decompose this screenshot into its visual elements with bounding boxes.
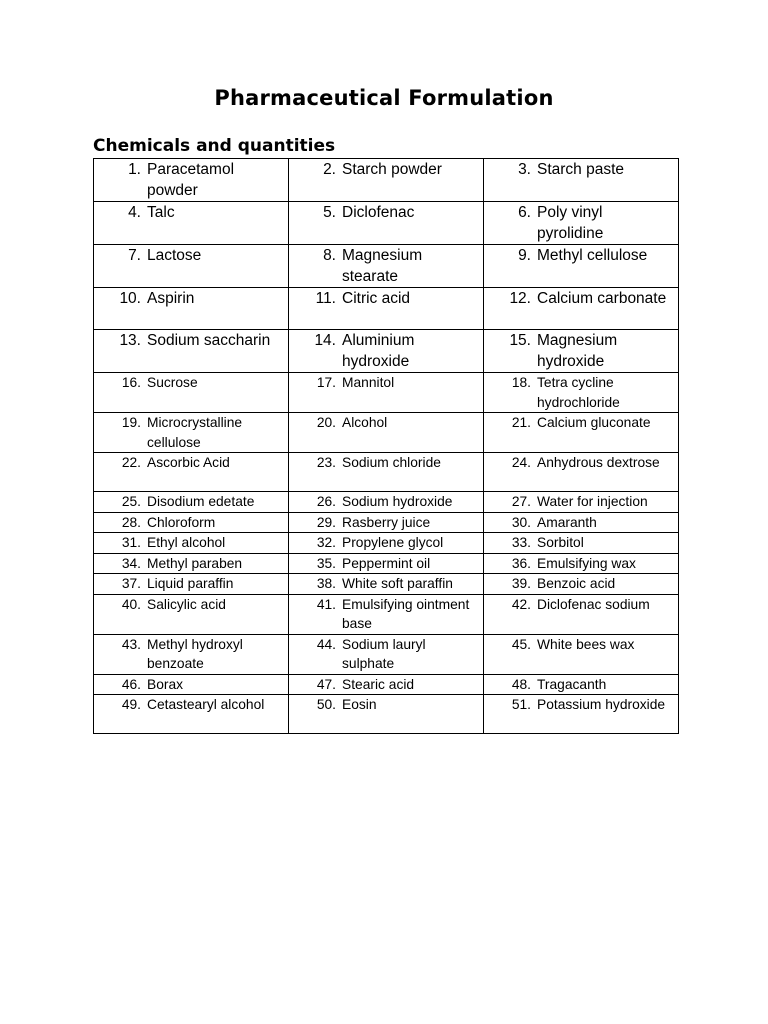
item-number: 42. [511, 596, 531, 612]
item-number: 11. [315, 290, 336, 307]
table-cell [94, 674, 289, 695]
table-cell [94, 574, 289, 595]
list-item [289, 533, 483, 553]
table-cell [484, 330, 679, 373]
item-number: 14. [314, 332, 336, 349]
table-cell [94, 288, 289, 330]
chemical-name: Aluminium hydroxide [342, 332, 415, 370]
item-number: 19. [121, 415, 141, 430]
chemical-name: Emulsifying wax [537, 555, 636, 571]
chemical-name: Poly vinyl pyrolidine [537, 204, 604, 242]
table-cell [289, 245, 484, 288]
table-row [94, 512, 679, 533]
table-row [94, 634, 679, 674]
chemical-name: Mannitol [342, 375, 395, 390]
list-item [94, 675, 288, 695]
list-item [94, 533, 288, 553]
chemical-name: Citric acid [342, 290, 411, 307]
item-number: 49. [121, 697, 141, 712]
chemical-name: Calcium carbonate [537, 290, 667, 307]
list-item [484, 373, 678, 412]
list-item [289, 202, 483, 224]
chemical-name: Potassium hydroxide [537, 697, 666, 712]
list-item [484, 533, 678, 553]
chemical-name: Chloroform [147, 514, 216, 530]
item-number: 37. [121, 576, 141, 591]
item-number: 30. [511, 514, 531, 530]
list-item [484, 595, 678, 615]
item-number: 35. [316, 555, 336, 571]
chemical-name: Sodium saccharin [147, 332, 271, 349]
item-number: 38. [316, 576, 336, 591]
list-item [289, 453, 483, 473]
table-cell [94, 373, 289, 413]
table-cell [484, 413, 679, 453]
item-number: 6. [518, 204, 531, 221]
chemical-name: Microcrystalline cellulose [147, 415, 243, 450]
item-number: 28. [121, 514, 141, 530]
table-cell [289, 330, 484, 373]
item-number: 2. [323, 161, 336, 178]
item-number: 31. [121, 535, 141, 550]
list-item [94, 373, 288, 393]
chemical-name: Sodium hydroxide [342, 494, 453, 509]
chemical-name: Stearic acid [342, 676, 415, 692]
list-item [289, 288, 483, 310]
item-number: 34. [121, 555, 141, 571]
table-row [94, 553, 679, 574]
table-cell [94, 202, 289, 245]
list-item [94, 695, 288, 715]
table-row [94, 373, 679, 413]
item-number: 23. [316, 455, 336, 470]
table-cell [484, 159, 679, 202]
chemical-name: Diclofenac [342, 204, 415, 221]
list-item [484, 574, 678, 594]
list-item [289, 245, 483, 287]
table-row [94, 288, 679, 330]
list-item [94, 554, 288, 574]
page-title: Pharmaceutical Formulation [214, 86, 554, 110]
chemical-name: Tragacanth [537, 676, 607, 692]
chemical-name: Sucrose [147, 375, 198, 390]
list-item [289, 373, 483, 393]
item-number: 20. [316, 415, 336, 430]
table-cell [94, 512, 289, 533]
table-row [94, 574, 679, 595]
chemical-name: Talc [147, 204, 175, 221]
chemical-name: Tetra cycline hydrochloride [537, 375, 620, 410]
table-cell [94, 695, 289, 734]
table-cell [289, 202, 484, 245]
item-number: 9. [518, 247, 531, 264]
table-cell [94, 413, 289, 453]
table-cell [289, 533, 484, 554]
table-row [94, 413, 679, 453]
item-number: 3. [518, 161, 531, 178]
list-item [289, 574, 483, 594]
table-cell [289, 574, 484, 595]
table-cell [289, 634, 484, 674]
list-item [289, 675, 483, 695]
chemical-name: Methyl paraben [147, 555, 243, 571]
table-cell [484, 695, 679, 734]
list-item [484, 413, 678, 433]
table-cell [289, 695, 484, 734]
list-item [484, 245, 678, 267]
table-cell [94, 159, 289, 202]
table-cell [484, 634, 679, 674]
list-item [289, 635, 483, 674]
list-item [94, 159, 288, 201]
list-item [484, 288, 678, 310]
item-number: 51. [511, 697, 531, 712]
table-cell [484, 574, 679, 595]
table-cell [94, 453, 289, 492]
list-item [94, 492, 288, 512]
item-number: 32. [316, 535, 336, 550]
list-item [94, 288, 288, 310]
table-cell [94, 492, 289, 513]
chemical-name: Propylene glycol [342, 535, 444, 550]
item-number: 18. [511, 375, 531, 390]
chemical-name: Methyl hydroxyl benzoate [147, 636, 243, 671]
chemical-name: White soft paraffin [342, 576, 453, 591]
list-item [94, 245, 288, 267]
chemical-name: Ascorbic Acid [147, 455, 230, 470]
item-number: 47. [316, 676, 336, 692]
item-number: 12. [509, 290, 531, 307]
chemical-name: Paracetamol powder [147, 161, 235, 199]
list-item [94, 635, 288, 674]
chemical-name: Anhydrous dextrose [537, 455, 660, 470]
table-cell [484, 202, 679, 245]
table-row [94, 674, 679, 695]
table-row [94, 330, 679, 373]
table-cell [484, 594, 679, 634]
table-cell [94, 245, 289, 288]
chemical-name: Rasberry juice [342, 514, 431, 530]
item-number: 33. [511, 535, 531, 550]
list-item [484, 159, 678, 181]
table-cell [289, 594, 484, 634]
item-number: 7. [128, 247, 141, 264]
chemical-name: Sorbitol [537, 535, 584, 550]
list-item [94, 513, 288, 533]
chemical-name: Eosin [342, 697, 377, 712]
item-number: 40. [121, 596, 141, 612]
chemical-name: Sodium lauryl sulphate [342, 636, 426, 671]
table-row [94, 159, 679, 202]
list-item [289, 413, 483, 433]
table-row [94, 453, 679, 492]
list-item [94, 574, 288, 594]
chemical-name: White bees wax [537, 636, 635, 652]
chemical-name: Salicylic acid [147, 596, 226, 612]
table-cell [289, 413, 484, 453]
list-item [289, 554, 483, 574]
list-item [289, 513, 483, 533]
table-cell [94, 553, 289, 574]
list-item [289, 159, 483, 181]
list-item [94, 453, 288, 473]
chemical-name: Borax [147, 676, 184, 692]
table-cell [289, 288, 484, 330]
table-cell [289, 373, 484, 413]
table-row [94, 594, 679, 634]
item-number: 16. [121, 375, 141, 390]
item-number: 39. [511, 576, 531, 591]
list-item [289, 492, 483, 512]
chemical-name: Lactose [147, 247, 202, 264]
table-row [94, 245, 679, 288]
table-cell [94, 330, 289, 373]
chemical-name: Liquid paraffin [147, 576, 234, 591]
item-number: 17. [316, 375, 336, 390]
chemical-name: Aspirin [147, 290, 195, 307]
table-cell [289, 553, 484, 574]
item-number: 5. [323, 204, 336, 221]
chemical-name: Starch powder [342, 161, 442, 178]
chemical-name: Peppermint oil [342, 555, 431, 571]
chemical-name: Alcohol [342, 415, 388, 430]
list-item [289, 330, 483, 372]
item-number: 4. [128, 204, 141, 221]
item-number: 26. [316, 494, 336, 509]
item-number: 10. [119, 290, 141, 307]
item-number: 13. [119, 332, 141, 349]
table-cell [94, 533, 289, 554]
list-item [484, 695, 678, 715]
chemicals-table [93, 158, 679, 734]
table-cell [484, 373, 679, 413]
list-item [94, 202, 288, 224]
chemical-name: Water for injection [537, 494, 648, 509]
list-item [484, 554, 678, 574]
list-item [484, 330, 678, 372]
item-number: 41. [316, 596, 336, 612]
item-number: 1. [128, 161, 141, 178]
item-number: 43. [121, 636, 141, 652]
list-item [484, 202, 678, 244]
list-item [94, 330, 288, 352]
chemical-name: Sodium chloride [342, 455, 441, 470]
list-item [94, 595, 288, 615]
item-number: 44. [316, 636, 336, 652]
chemical-name: Disodium edetate [147, 494, 255, 509]
table-row [94, 533, 679, 554]
table-row [94, 202, 679, 245]
table-cell [289, 453, 484, 492]
item-number: 45. [511, 636, 531, 652]
list-item [484, 635, 678, 655]
table-cell [289, 512, 484, 533]
table-row [94, 492, 679, 513]
list-item [484, 453, 678, 473]
chemical-name: Cetastearyl alcohol [147, 697, 265, 712]
table-cell [484, 674, 679, 695]
item-number: 46. [121, 676, 141, 692]
chemical-name: Calcium gluconate [537, 415, 651, 430]
chemical-name: Emulsifying ointment base [342, 596, 470, 631]
chemical-name: Magnesium stearate [342, 247, 423, 285]
table-cell [484, 288, 679, 330]
item-number: 24. [511, 455, 531, 470]
table-cell [94, 594, 289, 634]
table-cell [484, 512, 679, 533]
table-cell [94, 634, 289, 674]
item-number: 29. [316, 514, 336, 530]
chemical-name: Benzoic acid [537, 576, 616, 591]
table-cell [289, 492, 484, 513]
table-cell [484, 492, 679, 513]
list-item [484, 492, 678, 512]
table-cell [484, 245, 679, 288]
item-number: 48. [511, 676, 531, 692]
chemical-name: Methyl cellulose [537, 247, 648, 264]
chemical-name: Diclofenac sodium [537, 596, 650, 612]
chemical-name: Ethyl alcohol [147, 535, 226, 550]
item-number: 15. [509, 332, 531, 349]
section-heading: Chemicals and quantities [93, 136, 336, 156]
table-cell [289, 674, 484, 695]
item-number: 21. [511, 415, 531, 430]
item-number: 8. [323, 247, 336, 264]
chemical-name: Starch paste [537, 161, 625, 178]
item-number: 27. [511, 494, 531, 509]
item-number: 36. [511, 555, 531, 571]
table-cell [289, 159, 484, 202]
item-number: 50. [316, 697, 336, 712]
table-cell [484, 553, 679, 574]
list-item [94, 413, 288, 452]
item-number: 25. [121, 494, 141, 509]
chemical-name: Magnesium hydroxide [537, 332, 618, 370]
list-item [484, 513, 678, 533]
list-item [484, 675, 678, 695]
table-cell [484, 533, 679, 554]
list-item [289, 695, 483, 715]
table-row [94, 695, 679, 734]
chemicals-table-body [94, 159, 679, 734]
table-cell [484, 453, 679, 492]
item-number: 22. [121, 455, 141, 470]
list-item [289, 595, 483, 634]
chemical-name: Amaranth [537, 514, 597, 530]
